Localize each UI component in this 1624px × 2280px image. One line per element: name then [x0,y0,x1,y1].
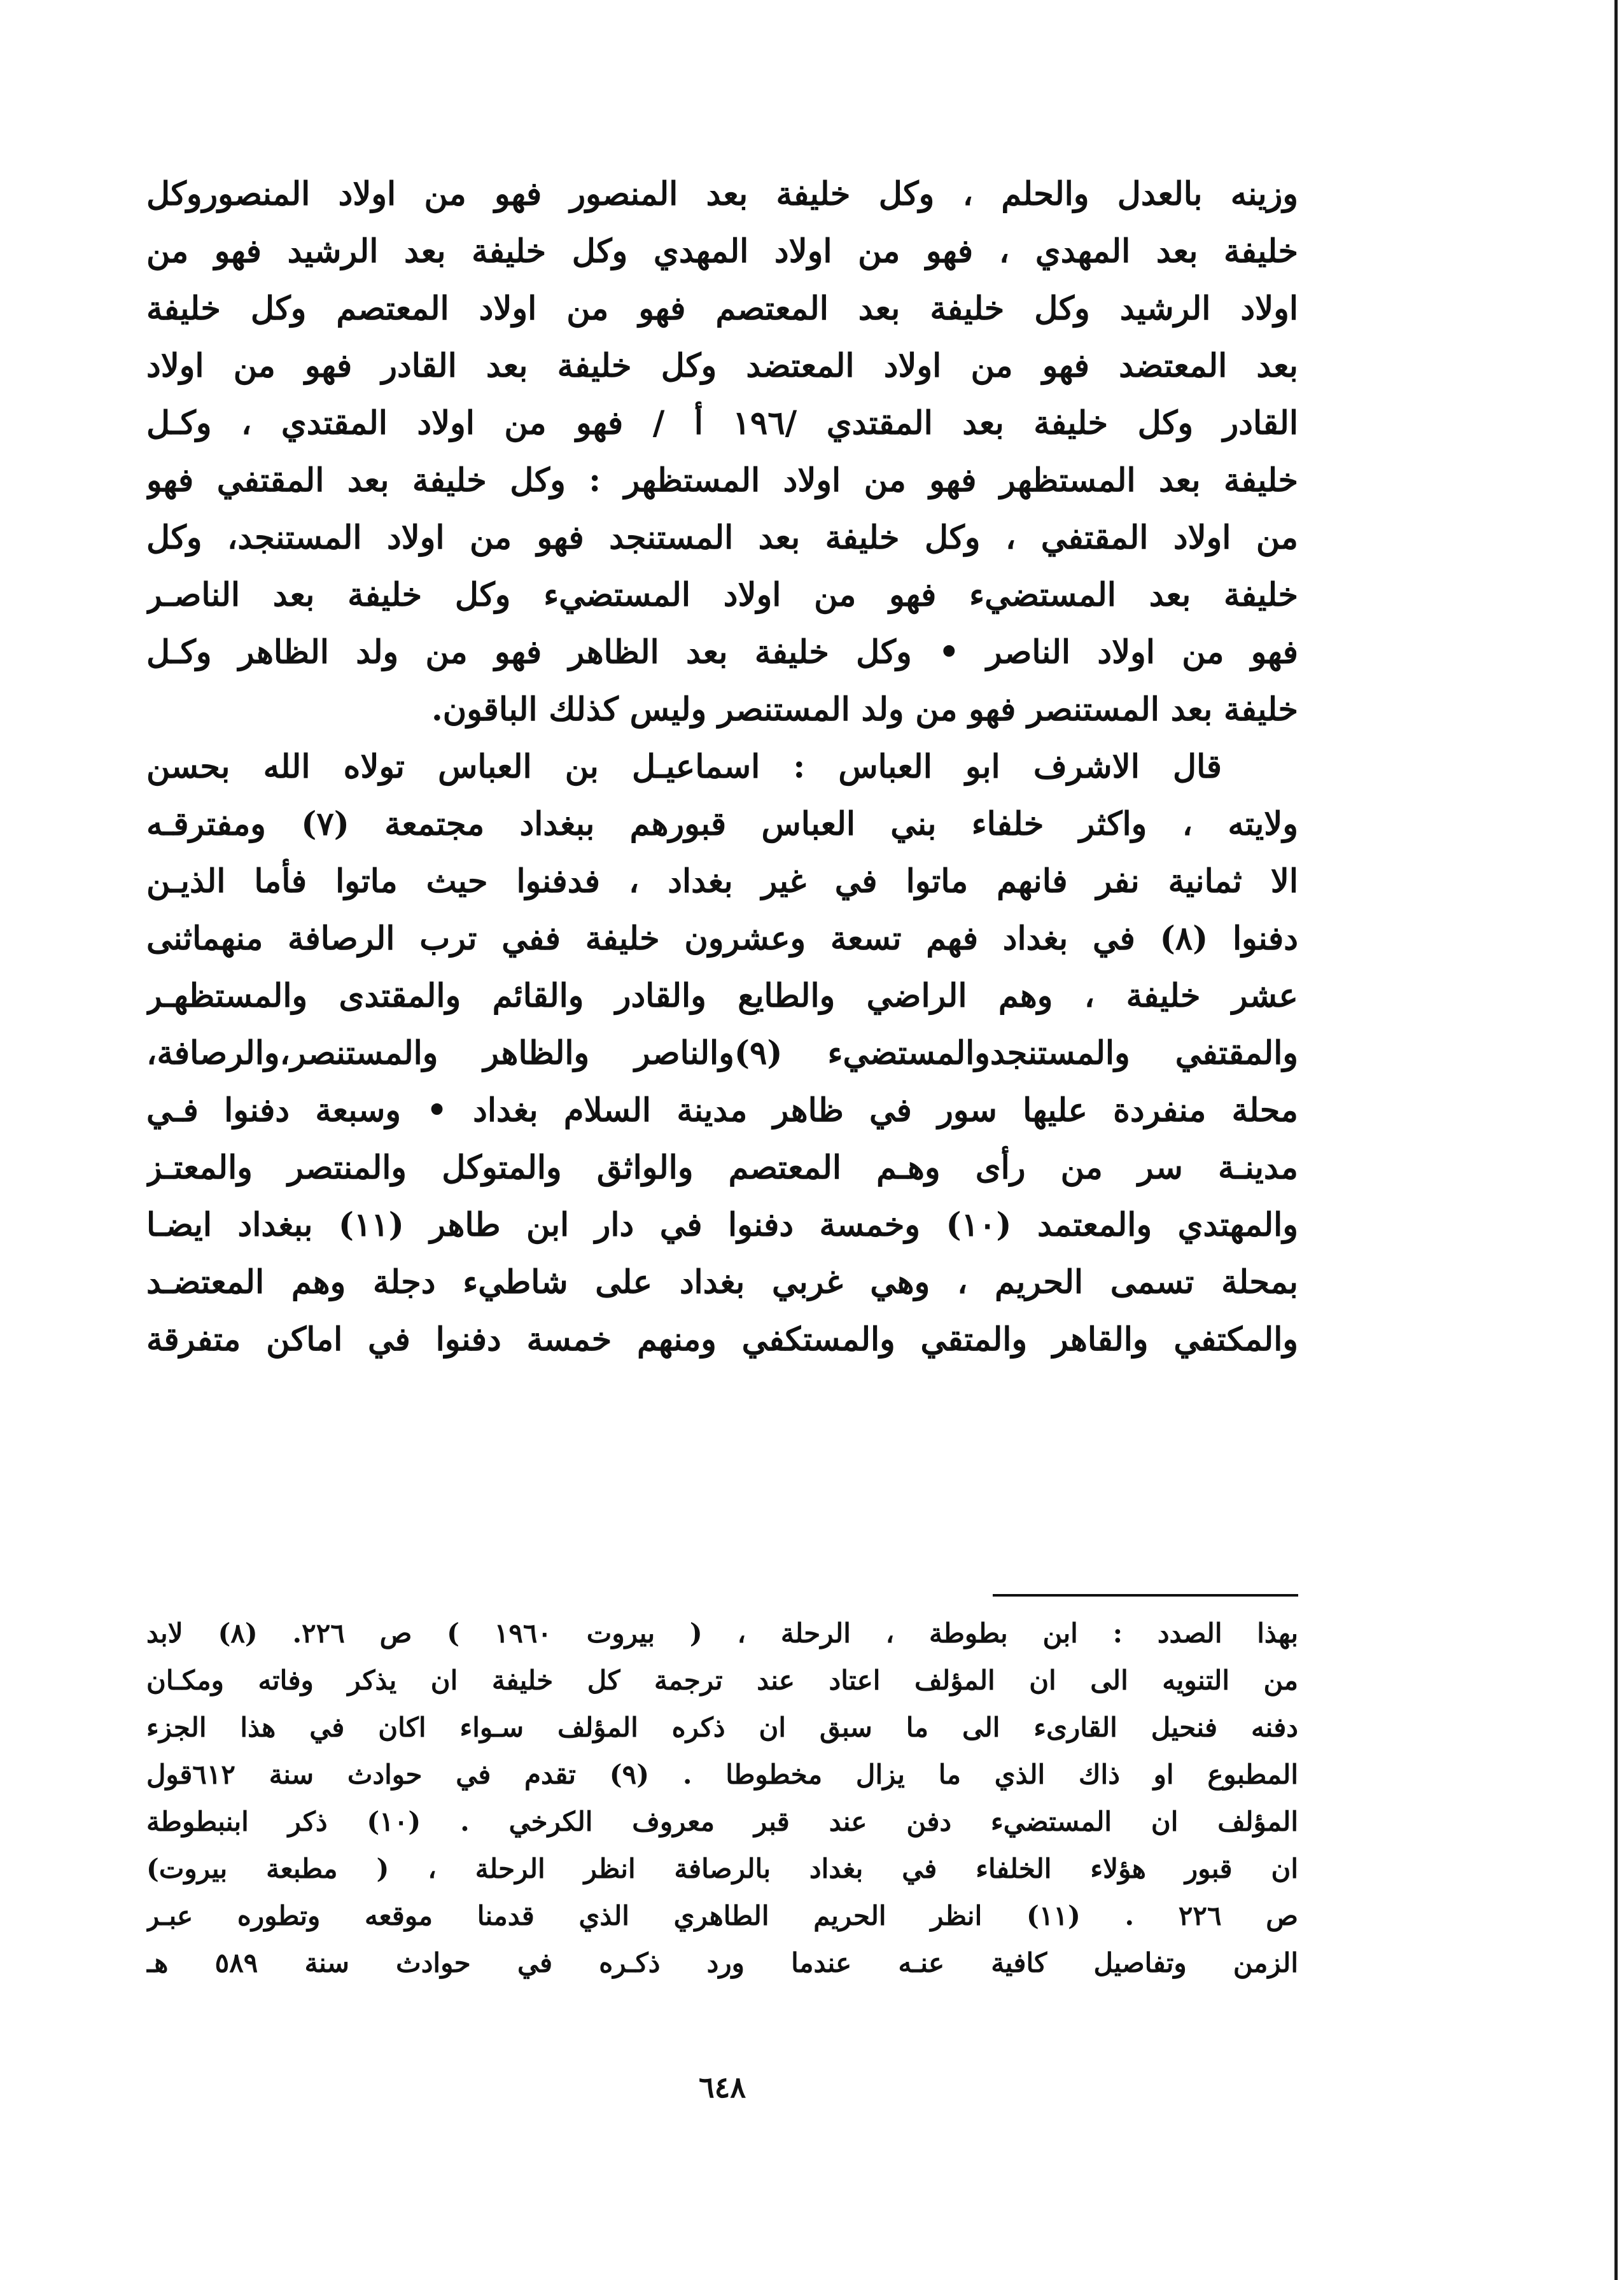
document-page [146,165,1298,2138]
footnote-line: المؤلف ان المستضيء دفن عند قبر معروف الكرخي . (١٠) ذكر ابنبطوطة [146,1806,1298,1837]
footnote-line: ص ٢٢٦ . (١١) انظر الحريم الطاهري الذي قدمنا موقعه وتطوره عبـر [146,1900,1298,1931]
body-line: اولاد الرشيد وكل خليفة بعد المعتصم فهو من اولاد المعتصم وكل خليفة [146,290,1298,328]
footnote-line: بهذا الصدد : ابن بطوطة ، الرحلة ، ( بيروت ١٩٦٠ ) ص ٢٢٦. (٨) لابد [146,1618,1298,1649]
footnote-line: ان قبور هؤلاء الخلفاء في بغداد بالرصافة انظر الرحلة ، ( مطبعة بيروت) [146,1853,1298,1884]
footnotes [146,1610,1298,1987]
body-line: خليفة بعد المستضيء فهو من اولاد المستضيء وكل خليفة بعد الناصـر [146,576,1298,614]
body-line: بمحلة تسمى الحريم ، وهي غربي بغداد على شاطيء دجلة وهم المعتضـد [146,1263,1298,1301]
body-line: محلة منفردة عليها سور في ظاهر مدينة السلام بغداد • وسبعة دفنوا فـي [146,1091,1298,1130]
body-line: والمهتدي والمعتمد (١٠) وخمسة دفنوا في دار ابن طاهر (١١) ببغداد ايضـا [146,1206,1298,1244]
body-line: والمكتفي والقاهر والمتقي والمستكفي ومنهم خمسة دفنوا في اماكن متفرقة [146,1320,1298,1359]
page-number: ٦٤٨ [698,2070,746,2104]
body-line: فهو من اولاد الناصر • وكل خليفة بعد الظاهر فهو من ولد الظاهر وكـل [146,633,1298,671]
footnote-line: المطبوع او ذاك الذي ما يزال مخطوطا . (٩) تقدم في حوادث سنة ٦١٢قول [146,1759,1298,1790]
body-line: من اولاد المقتفي ، وكل خليفة بعد المستنجد فهو من اولاد المستنجد، وكل [146,519,1298,557]
scan-edge-line [1614,0,1618,2280]
footnote-line: من التنويه الى ان المؤلف اعتاد عند ترجمة كل خليفة ان يذكر وفاته ومكـان [146,1665,1298,1696]
main-body-text [146,165,1298,1368]
body-line: عشر خليفة ، وهم الراضي والطايع والقادر والقائم والمقتدى والمستظهـر [146,977,1298,1015]
body-line: وزينه بالعدل والحلم ، وكل خليفة بعد المنصور فهو من اولاد المنصوروكل [146,175,1298,213]
body-line: خليفة بعد المهدي ، فهو من اولاد المهدي وكل خليفة بعد الرشيد فهو من [146,232,1298,270]
body-line: الا ثمانية نفر فانهم ماتوا في غير بغداد ، فدفنوا حيث ماتوا فأما الذيـن [146,862,1298,900]
body-line: دفنوا (٨) في بغداد فهم تسعة وعشرون خليفة ففي ترب الرصافة منهماثنى [146,920,1298,958]
body-line: ولايته ، واكثر خلفاء بني العباس قبورهم ببغداد مجتمعة (٧) ومفترقـه [146,805,1298,843]
body-line: والمقتفي والمستنجدوالمستضيء (٩)والناصر والظاهر والمستنصر،والرصافة، [146,1034,1298,1072]
body-line: مدينـة سر من رأى وهـم المعتصم والواثق والمتوكل والمنتصر والمعتـز [146,1149,1298,1187]
body-line: القادر وكل خليفة بعد المقتدي /١٩٦ أ / فهو من اولاد المقتدي ، وكـل [146,404,1298,442]
body-line-paragraph-start: قال الاشرف ابو العباس : اسماعيـل بن العباس تولاه الله بحسن [146,748,1222,786]
footnote-divider [993,1594,1298,1597]
footnote-line: دفنه فنحيل القارىء الى ما سبق ان ذكره المؤلف سـواء اكان في هذا الجزء [146,1712,1298,1743]
body-line: بعد المعتضد فهو من اولاد المعتضد وكل خليفة بعد القادر فهو من اولاد [146,347,1298,385]
footnote-line: الزمن وتفاصيل كافية عنـه عندما ورد ذكـره في حوادث سنة ٥٨٩ هـ [146,1947,1298,1978]
body-line-paragraph-end: خليفة بعد المستنصر فهو من ولد المستنصر وليس كذلك الباقون. [431,690,1298,729]
body-line: خليفة بعد المستظهر فهو من اولاد المستظهر : وكل خليفة بعد المقتفي فهو [146,461,1298,500]
